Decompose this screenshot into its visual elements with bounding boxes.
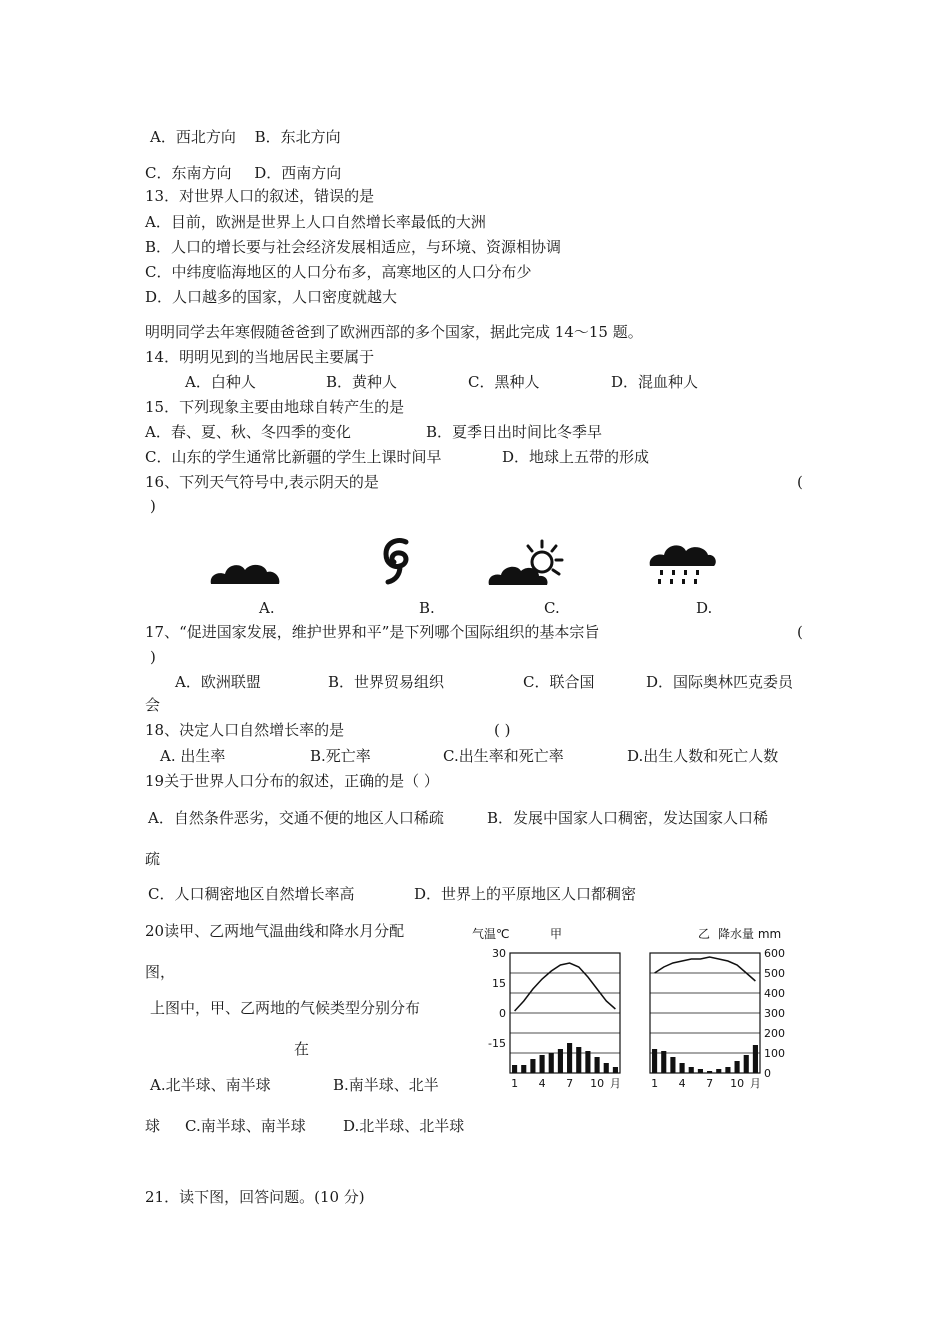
q20-stem-line-3: 上图中，甲、乙两地的气候类型分别分布 [150,999,421,1017]
q21-stem: 21．读下图，回答问题。(10 分) [145,1188,365,1206]
x-tick-label: 月 [609,1077,621,1090]
x-tick-label: 10 [590,1077,605,1090]
q19-option-c[interactable]: C．人口稠密地区自然增长率高 [148,885,355,903]
q17-option-d-cont: 会 [145,696,161,714]
precip-bar [744,1055,749,1073]
q12-option-row-2 [145,163,341,183]
q18-stem: 18、决定人口自然增长率的是 [145,721,345,739]
q20-stem-line-1: 20读甲、乙两地气温曲线和降水月分配 [145,922,405,940]
x-tick-label: 10 [730,1077,745,1090]
q15-option-c[interactable]: C．山东的学生通常比新疆的学生上课时间早 [145,448,442,466]
q20-stem-line-4: 在 [294,1040,310,1058]
precip-bar [567,1043,572,1073]
precip-bar [753,1045,758,1073]
q14-option-b[interactable]: B．黄种人 [326,373,398,391]
q19-option-b[interactable]: B．发展中国家人口稠密，发达国家人口稀 [487,809,769,827]
q15-option-d[interactable]: D．地球上五带的形成 [502,448,650,466]
q15-option-a[interactable]: A．春、夏、秋、冬四季的变化 [145,423,351,441]
q14-stem: 14．明明见到的当地居民主要属于 [145,348,375,366]
q12-option-b[interactable]: B．东北方向 [254,128,341,146]
precip-bar [512,1065,517,1073]
q12-option-a[interactable]: A．西北方向 [150,128,236,146]
precip-bar [652,1049,657,1073]
precip-tick-label: 200 [764,1027,785,1040]
typhoon-icon [380,538,412,586]
q18-option-d[interactable]: D.出生人数和死亡人数 [627,747,779,765]
chart-a-name: 甲 [550,927,563,941]
q16-label-c[interactable]: C. [544,599,560,617]
x-tick-label: 1 [651,1077,659,1090]
q20-option-d[interactable]: D.北半球、北半球 [343,1117,465,1135]
q13-option-b[interactable]: B．人口的增长要与社会经济发展相适应，与环境、资源相协调 [145,238,562,256]
precip-bar [725,1067,730,1073]
temp-tick-label: 0 [499,1007,506,1020]
x-tick-label: 7 [566,1077,574,1090]
precip-bar [604,1063,609,1073]
q13-stem: 13．对世界人口的叙述，错误的是 [145,187,375,205]
q14-15-intro: 明明同学去年寒假随爸爸到了欧洲西部的多个国家，据此完成 14～15 题。 [145,323,643,341]
temp-tick-label: -15 [488,1037,506,1050]
q17-option-a[interactable]: A．欧洲联盟 [175,673,261,691]
q20-option-b-cont: 球 [145,1117,161,1135]
precip-tick-label: 600 [764,947,785,960]
precip-tick-label: 400 [764,987,785,1000]
q13-option-a[interactable]: A．目前，欧洲是世界上人口自然增长率最低的大洲 [145,213,486,231]
q16-label-a[interactable]: A. [259,599,275,617]
q13-option-c[interactable]: C．中纬度临海地区的人口分布多，高寒地区的人口分布少 [145,263,532,281]
q13-option-d[interactable]: D．人口越多的国家，人口密度就越大 [145,288,398,306]
q20-stem-line-2: 图， [145,963,176,981]
precip-bar [698,1069,703,1073]
precip-tick-label: 300 [764,1007,785,1020]
precip-bar [585,1051,590,1073]
q12-option-d[interactable]: D．西南方向 [254,164,342,182]
precip-bar [540,1055,545,1073]
q17-option-b[interactable]: B．世界贸易组织 [328,673,445,691]
q16-label-b[interactable]: B. [419,599,435,617]
x-tick-label: 4 [538,1077,546,1090]
q20-option-a[interactable]: A.北半球、南半球 [150,1076,271,1094]
q16-paren-close: ) [150,497,156,515]
precip-bar [576,1047,581,1073]
precip-bar [716,1069,721,1073]
precip-bar [661,1051,666,1073]
q14-option-a[interactable]: A．白种人 [185,373,256,391]
x-tick-label: 月 [749,1077,761,1090]
precip-bar [680,1063,685,1073]
x-tick-label: 4 [678,1077,686,1090]
precip-bar [558,1049,563,1073]
q17-option-d[interactable]: D．国际奥林匹克委员 [646,673,794,691]
q18-paren: ( ) [494,721,511,739]
q19-option-d[interactable]: D．世界上的平原地区人口都稠密 [414,885,637,903]
q19-stem: 19关于世界人口分布的叙述，正确的是（ ） [145,772,439,790]
q17-option-c[interactable]: C．联合国 [523,673,595,691]
q15-stem: 15．下列现象主要由地球自转产生的是 [145,398,405,416]
precip-bar [549,1053,554,1073]
q20-option-b[interactable]: B.南半球、北半 [333,1076,439,1094]
q19-option-a[interactable]: A．自然条件恶劣，交通不便的地区人口稀疏 [148,809,444,827]
temp-axis-label: 气温℃ [472,927,510,941]
q17-stem: 17、“促进国家发展，维护世界和平”是下列哪个国际组织的基本宗旨 [145,623,600,641]
climate-chart [470,925,815,1097]
temp-tick-label: 30 [492,947,506,960]
temperature-line [515,963,616,1011]
q16-stem: 16、下列天气符号中,表示阴天的是 [145,473,379,491]
temperature-line [655,957,756,981]
q14-option-c[interactable]: C．黑种人 [468,373,540,391]
q16-paren-open: ( [797,473,803,491]
precip-tick-label: 500 [764,967,785,980]
precip-bar [595,1057,600,1073]
q18-option-a[interactable]: A. 出生率 [160,747,226,765]
q12-option-row-1 [150,127,341,147]
q16-label-d[interactable]: D. [696,599,713,617]
x-tick-label: 7 [706,1077,714,1090]
q14-option-d[interactable]: D．混血种人 [611,373,699,391]
q17-paren-close: ) [150,648,156,666]
precip-tick-label: 0 [764,1067,771,1080]
x-tick-label: 1 [511,1077,519,1090]
precip-bar [735,1061,740,1073]
precip-bar [689,1067,694,1073]
rain-icon [648,540,716,588]
q18-option-c[interactable]: C.出生率和死亡率 [443,747,564,765]
overcast-icon [209,556,281,586]
precip-bar [670,1057,675,1073]
sunny-cloudy-icon [487,538,577,588]
precip-tick-label: 100 [764,1047,785,1060]
q12-option-c[interactable]: C．东南方向 [145,164,232,182]
q17-paren-open: ( [797,623,803,641]
q15-option-b[interactable]: B．夏季日出时间比冬季早 [426,423,603,441]
chart-b-name: 乙 [698,927,711,941]
precip-bar [530,1059,535,1073]
precip-bar [707,1071,712,1073]
q19-option-b-cont: 疏 [145,850,161,868]
precip-bar [521,1065,526,1073]
q18-option-b[interactable]: B.死亡率 [310,747,371,765]
precip-axis-label: 降水量 mm [718,927,782,941]
precip-bar [613,1067,618,1073]
q20-option-c[interactable]: C.南半球、南半球 [185,1117,306,1135]
temp-tick-label: 15 [492,977,506,990]
